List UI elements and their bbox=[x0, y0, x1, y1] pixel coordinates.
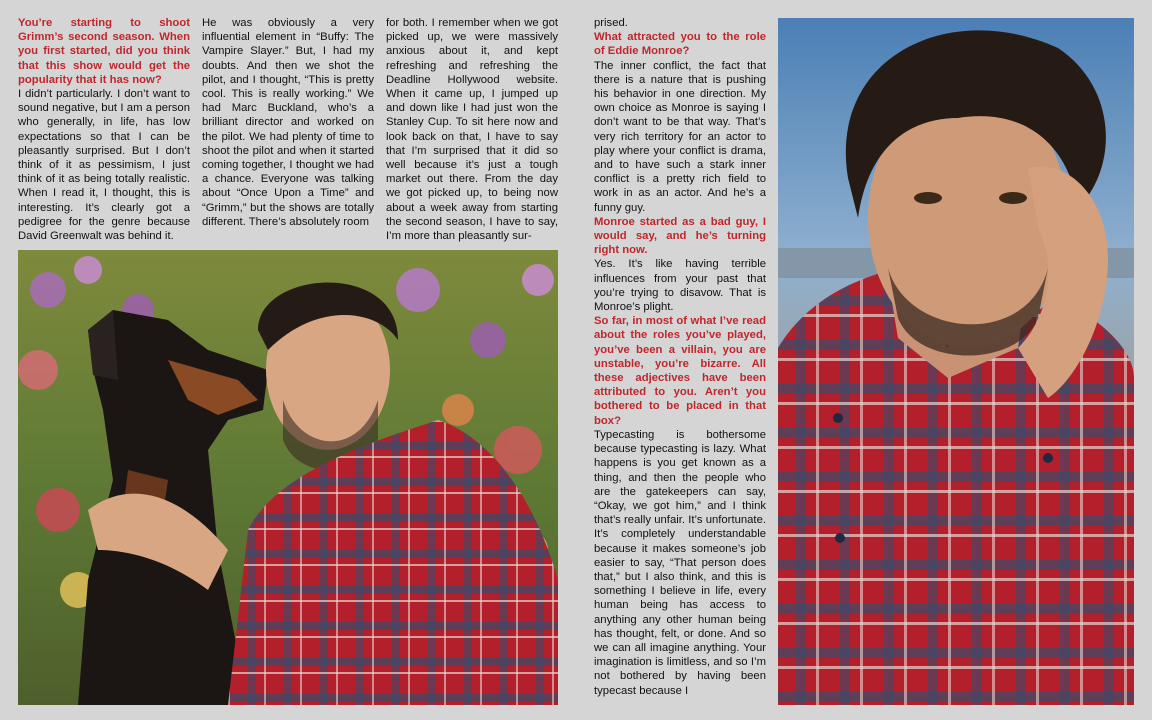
interview-answer: for both. I remember when we got picked up, we were massively anxious about it, and kept refreshing and refreshing the Deadline Hollywood website. When it came up, I jumped up and down like I had just won the Stanley Cup. To sit here now and look back on that, I have to say that I’m surprised that it did so well because it’s just a tough market out there. From the day we got picked up, to being now about a week away from starting the second season, I have to say, I’m more than pleasantly sur- bbox=[386, 17, 558, 243]
interview-answer: I didn’t particularly. I don’t want to sound negative, but I am a person who generally, in life, has low expectations so that I can be pleasantly surprised. But I don’t think of it as pessimism, I just think of it as being totally realistic. When I read it, I thought, this is interesting. It’s clearly got a pedigree for the genre because David Greenwalt was behind it. bbox=[18, 88, 190, 243]
photo-illustration bbox=[18, 250, 558, 705]
interview-question: What attracted you to the role of Eddie Monroe? bbox=[594, 31, 766, 58]
interview-answer: He was obviously a very influential element in “Buffy: The Vampire Slayer.” But, I had my doubts. And then we shot the pilot, and I thought, “This is pretty cool. This is really working.” We had Marc Buckland, who’s a brilliant director and worked on the pilot. We had plenty of time to shoot the pilot and when it started coming together, I thought we had a chance. Everyone was talking about “Once Upon a Time” and “Grimm,” but the shows are totally different. There’s absolutely room bbox=[202, 17, 374, 228]
interview-answer: Typecasting is bothersome because typecasting is lazy. What happens is you get known as a thing, and then the people who are the gatekeepers can say, “Okay, we got him,” and I think that’s really unfair. It’s unfortunate. It’s completely understandable because it makes someone’s job easier to say, “That person does that,” but I also think, and this is something I believe in life, every human being has access to anything any other human being has thought, felt, or done. And so we can all imagine anything. Your imagination is limitless, and so I’m not bothered by having been typecast because I bbox=[594, 428, 766, 697]
interview-answer: The inner conflict, the fact that there is a nature that is pushing his behavior in one direction. My own choice as Monroe is saying I don’t want to be that way. That’s very rich territory for an actor to play where your conflict is drama, and to have such a stark inner conflict is a pretty rich field to work in as an actor. And he’s a funny guy. bbox=[594, 59, 766, 214]
interview-question: So far, in most of what I’ve read about the roles you’ve played, you’ve been a villain, you are unstable, you’re bizarre. All these adjectives have been attributed to you. Aren’t you bothered to be placed in that box? bbox=[594, 315, 766, 427]
photo-man-with-doberman bbox=[18, 250, 558, 705]
photo-illustration bbox=[778, 18, 1134, 705]
article-column-1 bbox=[18, 16, 190, 243]
interview-answer: Yes. It’s like having terrible influences from your past that you’re trying to disavow. That is Monroe’s plight. bbox=[594, 258, 766, 314]
interview-question: Monroe started as a bad guy, I would say, and he’s turning right now. bbox=[594, 215, 766, 257]
article-column-2 bbox=[202, 16, 374, 229]
interview-question: You’re starting to shoot Grimm’s second season. When you first started, did you think that this show would get the popularity that it has now? bbox=[18, 17, 190, 86]
interview-answer: prised. bbox=[594, 17, 628, 29]
photo-portrait bbox=[778, 18, 1134, 705]
article-column-4 bbox=[594, 16, 766, 720]
article-column-3 bbox=[386, 16, 558, 243]
